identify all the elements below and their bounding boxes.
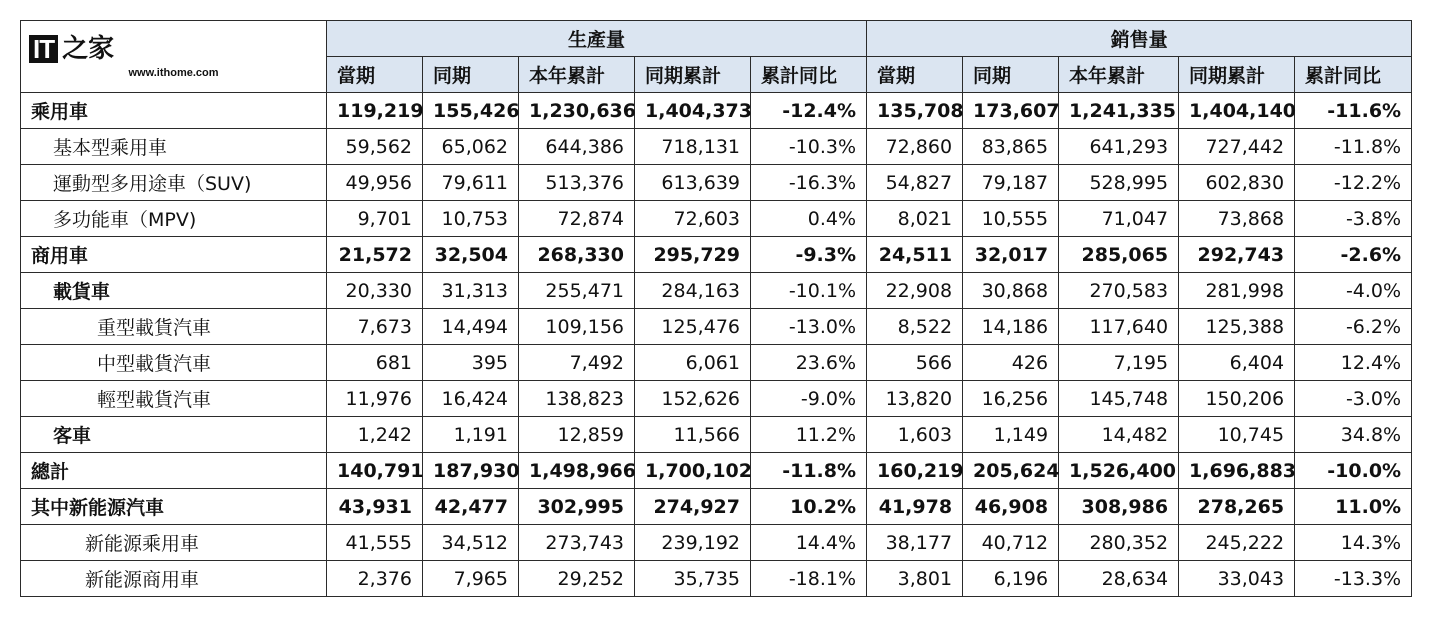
value-cell: 1,498,966 (519, 453, 635, 489)
value-cell: 34,512 (423, 525, 519, 561)
value-cell: 2,376 (327, 561, 423, 597)
value-cell: 145,748 (1059, 381, 1179, 417)
value-cell: 7,965 (423, 561, 519, 597)
ithome-logo (29, 35, 318, 79)
value-cell: -2.6% (1295, 237, 1412, 273)
value-cell: 54,827 (867, 165, 963, 201)
column-header: 本年累計 (1059, 57, 1179, 93)
value-cell: 292,743 (1179, 237, 1295, 273)
table-row (21, 201, 1412, 237)
value-cell: 0.4% (751, 201, 867, 237)
value-cell: 644,386 (519, 129, 635, 165)
value-cell: 1,241,335 (1059, 93, 1179, 129)
value-cell: -9.0% (751, 381, 867, 417)
value-cell: 117,640 (1059, 309, 1179, 345)
column-header: 同期累計 (635, 57, 751, 93)
value-cell: 205,624 (963, 453, 1059, 489)
value-cell: 7,195 (1059, 345, 1179, 381)
value-cell: 11.2% (751, 417, 867, 453)
value-cell: 395 (423, 345, 519, 381)
value-cell: 718,131 (635, 129, 751, 165)
value-cell: -6.2% (1295, 309, 1412, 345)
value-cell: 613,639 (635, 165, 751, 201)
value-cell: 40,712 (963, 525, 1059, 561)
value-cell: -13.3% (1295, 561, 1412, 597)
value-cell: 22,908 (867, 273, 963, 309)
table-row (21, 309, 1412, 345)
value-cell: 602,830 (1179, 165, 1295, 201)
value-cell: 30,868 (963, 273, 1059, 309)
value-cell: 135,708 (867, 93, 963, 129)
row-label: 其中新能源汽車 (21, 489, 327, 525)
value-cell: 150,206 (1179, 381, 1295, 417)
value-cell: -11.8% (751, 453, 867, 489)
column-header: 當期 (867, 57, 963, 93)
row-label: 載貨車 (21, 273, 327, 309)
table-row (21, 381, 1412, 417)
value-cell: 41,555 (327, 525, 423, 561)
value-cell: -12.4% (751, 93, 867, 129)
value-cell: 295,729 (635, 237, 751, 273)
value-cell: 140,791 (327, 453, 423, 489)
value-cell: 23.6% (751, 345, 867, 381)
table-row (21, 237, 1412, 273)
value-cell: 14,494 (423, 309, 519, 345)
vehicle-statistics-table (20, 20, 1412, 597)
value-cell: -13.0% (751, 309, 867, 345)
value-cell: 43,931 (327, 489, 423, 525)
value-cell: 285,065 (1059, 237, 1179, 273)
value-cell: 109,156 (519, 309, 635, 345)
value-cell: -4.0% (1295, 273, 1412, 309)
value-cell: 160,219 (867, 453, 963, 489)
row-label: 新能源乘用車 (21, 525, 327, 561)
value-cell: -18.1% (751, 561, 867, 597)
value-cell: 1,404,140 (1179, 93, 1295, 129)
value-cell: -10.1% (751, 273, 867, 309)
value-cell: 119,219 (327, 93, 423, 129)
value-cell: 273,743 (519, 525, 635, 561)
value-cell: 14.4% (751, 525, 867, 561)
row-label: 乘用車 (21, 93, 327, 129)
value-cell: 3,801 (867, 561, 963, 597)
value-cell: 1,149 (963, 417, 1059, 453)
value-cell: 125,388 (1179, 309, 1295, 345)
value-cell: 641,293 (1059, 129, 1179, 165)
table-row (21, 453, 1412, 489)
value-cell: 33,043 (1179, 561, 1295, 597)
value-cell: 46,908 (963, 489, 1059, 525)
value-cell: 1,404,373 (635, 93, 751, 129)
value-cell: 6,404 (1179, 345, 1295, 381)
column-header: 累計同比 (751, 57, 867, 93)
value-cell: 11,566 (635, 417, 751, 453)
logo-url: www.ithome.com (128, 66, 219, 79)
value-cell: 6,061 (635, 345, 751, 381)
value-cell: 14.3% (1295, 525, 1412, 561)
value-cell: -10.0% (1295, 453, 1412, 489)
value-cell: 71,047 (1059, 201, 1179, 237)
row-label: 運動型多用途車（SUV) (21, 165, 327, 201)
value-cell: 20,330 (327, 273, 423, 309)
value-cell: 270,583 (1059, 273, 1179, 309)
value-cell: 32,504 (423, 237, 519, 273)
value-cell: 8,522 (867, 309, 963, 345)
row-label: 中型載貨汽車 (21, 345, 327, 381)
value-cell: 274,927 (635, 489, 751, 525)
value-cell: 1,526,400 (1059, 453, 1179, 489)
value-cell: 1,191 (423, 417, 519, 453)
row-label: 客車 (21, 417, 327, 453)
table-row (21, 489, 1412, 525)
value-cell: 1,603 (867, 417, 963, 453)
value-cell: 10.2% (751, 489, 867, 525)
value-cell: 281,998 (1179, 273, 1295, 309)
value-cell: 14,186 (963, 309, 1059, 345)
value-cell: 278,265 (1179, 489, 1295, 525)
logo-mark: IT (29, 35, 58, 63)
value-cell: 79,611 (423, 165, 519, 201)
table-row (21, 93, 1412, 129)
value-cell: 187,930 (423, 453, 519, 489)
value-cell: -3.0% (1295, 381, 1412, 417)
value-cell: 10,745 (1179, 417, 1295, 453)
value-cell: 41,978 (867, 489, 963, 525)
value-cell: 29,252 (519, 561, 635, 597)
value-cell: 28,634 (1059, 561, 1179, 597)
value-cell: 16,424 (423, 381, 519, 417)
value-cell: -11.6% (1295, 93, 1412, 129)
value-cell: 79,187 (963, 165, 1059, 201)
column-header: 同期 (963, 57, 1059, 93)
row-label: 輕型載貨汽車 (21, 381, 327, 417)
value-cell: 24,511 (867, 237, 963, 273)
production-group-header: 生產量 (327, 21, 867, 57)
value-cell: 255,471 (519, 273, 635, 309)
value-cell: 245,222 (1179, 525, 1295, 561)
value-cell: 155,426 (423, 93, 519, 129)
value-cell: 1,242 (327, 417, 423, 453)
value-cell: 38,177 (867, 525, 963, 561)
logo-chinese: 之家 (62, 33, 115, 64)
value-cell: 31,313 (423, 273, 519, 309)
value-cell: 72,874 (519, 201, 635, 237)
value-cell: 173,607 (963, 93, 1059, 129)
value-cell: 681 (327, 345, 423, 381)
column-header: 同期 (423, 57, 519, 93)
table-row (21, 561, 1412, 597)
table-row (21, 417, 1412, 453)
value-cell: 7,673 (327, 309, 423, 345)
value-cell: 125,476 (635, 309, 751, 345)
group-header-row (21, 21, 1412, 57)
value-cell: 308,986 (1059, 489, 1179, 525)
table-row (21, 525, 1412, 561)
value-cell: 9,701 (327, 201, 423, 237)
value-cell: -16.3% (751, 165, 867, 201)
column-header: 本年累計 (519, 57, 635, 93)
row-label: 重型載貨汽車 (21, 309, 327, 345)
column-header: 當期 (327, 57, 423, 93)
row-label: 商用車 (21, 237, 327, 273)
value-cell: 1,696,883 (1179, 453, 1295, 489)
value-cell: 34.8% (1295, 417, 1412, 453)
value-cell: 284,163 (635, 273, 751, 309)
value-cell: 21,572 (327, 237, 423, 273)
value-cell: 8,021 (867, 201, 963, 237)
value-cell: 6,196 (963, 561, 1059, 597)
value-cell: 49,956 (327, 165, 423, 201)
table-row (21, 273, 1412, 309)
value-cell: 1,230,636 (519, 93, 635, 129)
value-cell: -3.8% (1295, 201, 1412, 237)
logo-cell (21, 21, 327, 93)
value-cell: 13,820 (867, 381, 963, 417)
value-cell: 16,256 (963, 381, 1059, 417)
value-cell: 280,352 (1059, 525, 1179, 561)
value-cell: 10,753 (423, 201, 519, 237)
row-label: 總計 (21, 453, 327, 489)
table-row (21, 129, 1412, 165)
value-cell: 528,995 (1059, 165, 1179, 201)
value-cell: 65,062 (423, 129, 519, 165)
row-label: 多功能車（MPV) (21, 201, 327, 237)
value-cell: 42,477 (423, 489, 519, 525)
row-label: 基本型乘用車 (21, 129, 327, 165)
value-cell: 72,603 (635, 201, 751, 237)
value-cell: 239,192 (635, 525, 751, 561)
value-cell: 1,700,102 (635, 453, 751, 489)
value-cell: 302,995 (519, 489, 635, 525)
value-cell: 35,735 (635, 561, 751, 597)
table-row (21, 345, 1412, 381)
value-cell: 14,482 (1059, 417, 1179, 453)
value-cell: -11.8% (1295, 129, 1412, 165)
value-cell: 268,330 (519, 237, 635, 273)
value-cell: 10,555 (963, 201, 1059, 237)
value-cell: -9.3% (751, 237, 867, 273)
value-cell: 32,017 (963, 237, 1059, 273)
column-header: 同期累計 (1179, 57, 1295, 93)
value-cell: -10.3% (751, 129, 867, 165)
value-cell: 11.0% (1295, 489, 1412, 525)
value-cell: 138,823 (519, 381, 635, 417)
value-cell: 566 (867, 345, 963, 381)
value-cell: 59,562 (327, 129, 423, 165)
table-row (21, 165, 1412, 201)
value-cell: -12.2% (1295, 165, 1412, 201)
value-cell: 426 (963, 345, 1059, 381)
value-cell: 73,868 (1179, 201, 1295, 237)
value-cell: 152,626 (635, 381, 751, 417)
value-cell: 12.4% (1295, 345, 1412, 381)
sales-group-header: 銷售量 (867, 21, 1412, 57)
value-cell: 11,976 (327, 381, 423, 417)
column-header: 累計同比 (1295, 57, 1412, 93)
value-cell: 12,859 (519, 417, 635, 453)
value-cell: 72,860 (867, 129, 963, 165)
row-label: 新能源商用車 (21, 561, 327, 597)
value-cell: 727,442 (1179, 129, 1295, 165)
table-body (21, 93, 1412, 597)
value-cell: 83,865 (963, 129, 1059, 165)
value-cell: 7,492 (519, 345, 635, 381)
value-cell: 513,376 (519, 165, 635, 201)
